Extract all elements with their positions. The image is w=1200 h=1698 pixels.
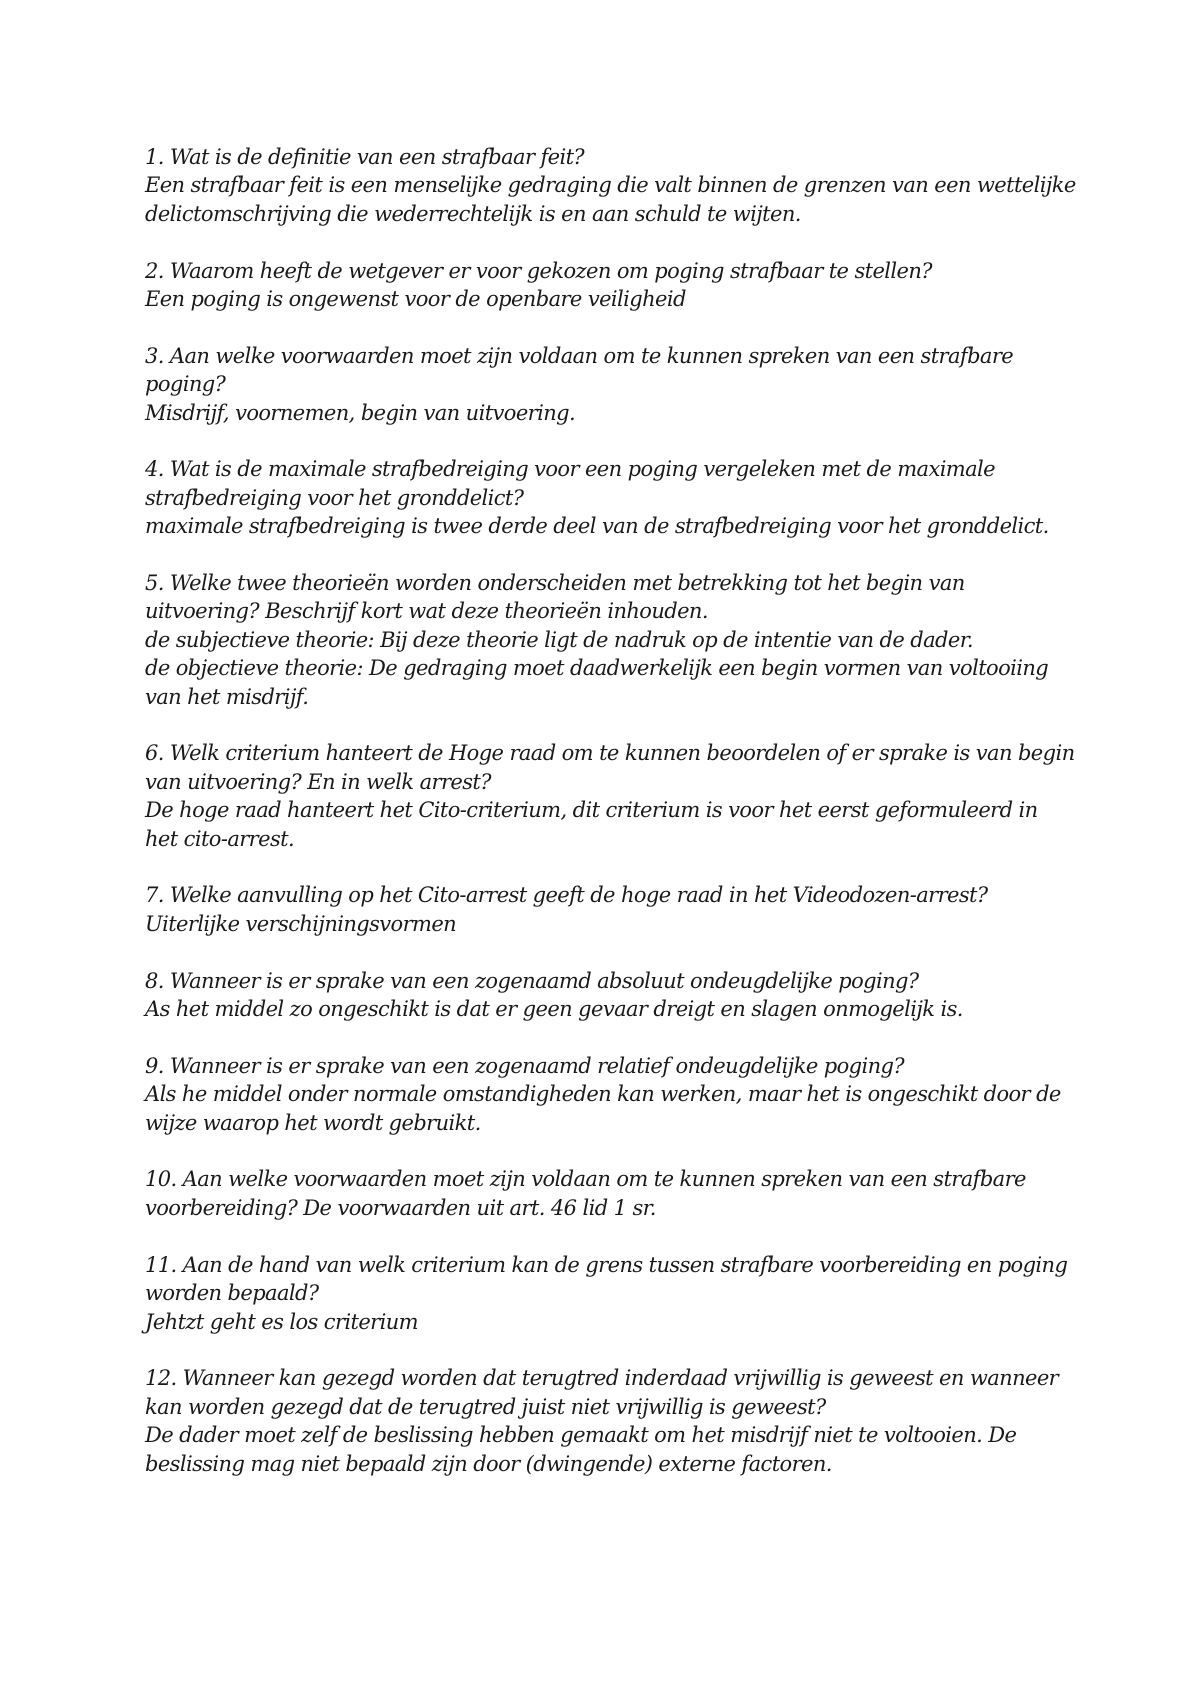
- question-10-line-2: voorbereiding? De voorwaarden uit art. 46 lid 1 sr.: [145, 1195, 656, 1220]
- question-4-line-1: 4. Wat is de maximale strafbedreiging voor een poging vergeleken met de maximale: [145, 457, 995, 482]
- answer-1-line-1: Een strafbaar feit is een menselijke gedraging die valt binnen de grenzen van een wettelijke: [145, 173, 1076, 198]
- answer-5-line-3: van het misdrijf.: [145, 684, 309, 709]
- question-12-line-1: 12. Wanneer kan gezegd worden dat terugtred inderdaad vrijwillig is geweest en wanneer: [145, 1366, 1059, 1391]
- question-11-line-2: worden bepaald?: [145, 1281, 319, 1306]
- answer-11-line-1: Jehtzt geht es los criterium: [145, 1309, 418, 1334]
- question-7: 7. Welke aanvulling op het Cito-arrest geeft de hoge raad in het Videodozen-arrest?: [145, 883, 988, 908]
- qa-block-2: [145, 257, 1075, 314]
- answer-12-line-2: beslissing mag niet bepaald zijn door (dwingende) externe factoren.: [145, 1451, 832, 1476]
- answer-3-line-1: Misdrijf, voornemen, begin van uitvoering.: [145, 400, 576, 425]
- question-4-line-2: strafbedreiging voor het gronddelict?: [145, 485, 524, 510]
- question-9: 9. Wanneer is er sprake van een zogenaamd relatief ondeugdelijke poging?: [145, 1053, 904, 1078]
- question-10-line-1: 10. Aan welke voorwaarden moet zijn voldaan om te kunnen spreken van een strafbare: [145, 1167, 1026, 1192]
- qa-block-8: [145, 967, 1075, 1024]
- answer-7-line-1: Uiterlijke verschijningsvormen: [145, 911, 457, 936]
- question-3-line-1: 3. Aan welke voorwaarden moet zijn voldaan om te kunnen spreken van een strafbare: [145, 343, 1014, 368]
- qa-block-6: [145, 739, 1075, 853]
- qa-block-10: [145, 1165, 1075, 1222]
- document-body: [145, 143, 1075, 1506]
- answer-1-line-2: delictomschrijving die wederrechtelijk is en aan schuld te wijten.: [145, 201, 801, 226]
- answer-5-line-1: de subjectieve theorie: Bij deze theorie ligt de nadruk op de intentie van de dader.: [145, 627, 973, 652]
- answer-12-line-1: De dader moet zelf de beslissing hebben gemaakt om het misdrijf niet te voltooien. De: [145, 1423, 1017, 1448]
- answer-2-line-1: Een poging is ongewenst voor de openbare veiligheid: [145, 287, 686, 312]
- qa-block-12: [145, 1364, 1075, 1478]
- qa-block-3: [145, 342, 1075, 427]
- question-1: 1. Wat is de definitie van een strafbaar feit?: [145, 145, 585, 169]
- answer-4-line-1: maximale strafbedreiging is twee derde deel van de strafbedreiging voor het gronddelict.: [145, 514, 1049, 539]
- answer-9-line-2: wijze waarop het wordt gebruikt.: [145, 1110, 481, 1135]
- answer-6-line-1: De hoge raad hanteert het Cito-criterium, dit criterium is voor het eerst geformuleerd in: [145, 798, 1038, 823]
- qa-block-7: [145, 881, 1075, 938]
- qa-block-5: [145, 569, 1075, 711]
- answer-6-line-2: het cito-arrest.: [145, 826, 295, 851]
- question-6-line-1: 6. Welk criterium hanteert de Hoge raad om te kunnen beoordelen of er sprake is van begin: [145, 741, 1075, 766]
- qa-block-1: [145, 143, 1075, 228]
- qa-block-11: [145, 1251, 1075, 1336]
- question-2: 2. Waarom heeft de wetgever er voor gekozen om poging strafbaar te stellen?: [145, 258, 932, 283]
- question-3-line-2: poging?: [145, 372, 226, 397]
- answer-5-line-2: de objectieve theorie: De gedraging moet daadwerkelijk een begin vormen van voltooiing: [145, 656, 1049, 681]
- question-12-line-2: kan worden gezegd dat de terugtred juist niet vrijwillig is geweest?: [145, 1394, 826, 1419]
- question-6-line-2: van uitvoering? En in welk arrest?: [145, 769, 491, 794]
- qa-block-9: [145, 1052, 1075, 1137]
- question-11-line-1: 11. Aan de hand van welk criterium kan de grens tussen strafbare voorbereiding en poging: [145, 1252, 1068, 1277]
- question-5-line-1: 5. Welke twee theorieën worden onderscheiden met betrekking tot het begin van: [145, 571, 965, 596]
- question-5-line-2: uitvoering? Beschrijf kort wat deze theorieën inhouden.: [145, 599, 708, 624]
- question-8: 8. Wanneer is er sprake van een zogenaamd absoluut ondeugdelijke poging?: [145, 968, 919, 993]
- answer-8-line-1: As het middel zo ongeschikt is dat er geen gevaar dreigt en slagen onmogelijk is.: [145, 997, 963, 1022]
- qa-block-4: [145, 455, 1075, 540]
- answer-9-line-1: Als he middel onder normale omstandigheden kan werken, maar het is ongeschikt door de: [145, 1082, 1061, 1107]
